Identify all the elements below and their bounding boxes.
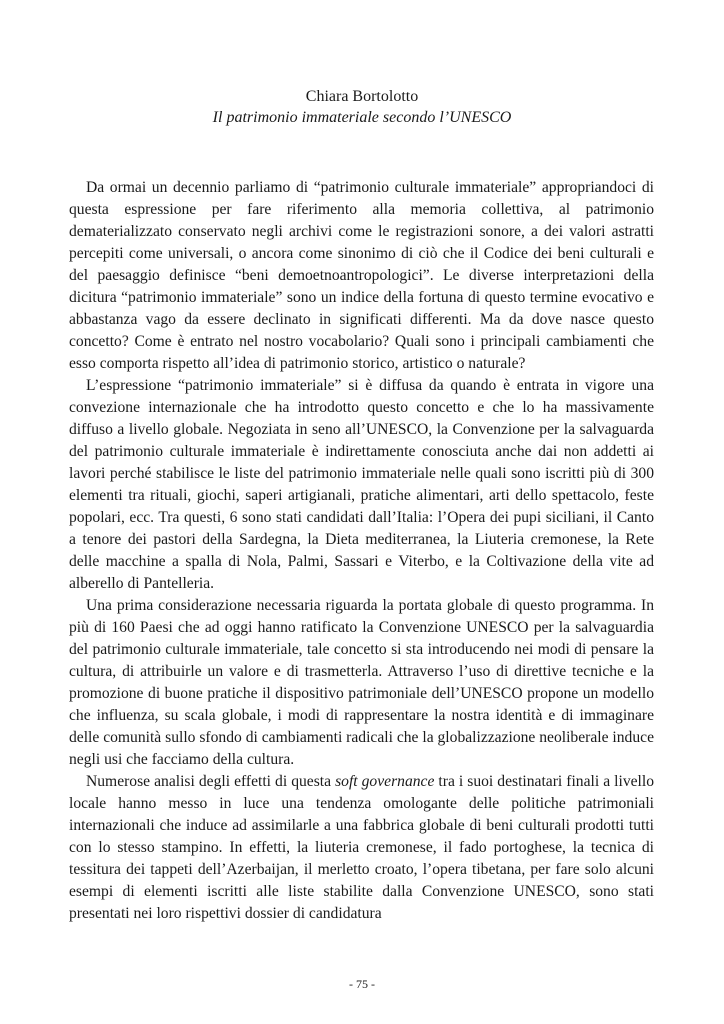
author-name: Chiara Bortolotto <box>305 88 419 105</box>
article-body <box>69 177 654 925</box>
paragraph <box>69 771 654 925</box>
paragraph-text: tra i suoi destinatari finali a livello locale hanno messo in luce una tendenza omologante delle politiche patrimoniali internazionali che induce ad assimilarle a una fabbrica globale di beni culturali prodotti tutti con lo stesso stampino. In effetti, la liuteria cremonese, il fado portoghese, la tecnica di tessitura dei tappeti dell’Azerbaijan, il merletto croato, l’opera tibetana, per fare solo alcuni esempi di elementi iscritti alle liste stabilite dalla Convenzione UNESCO, sono stati presentati nei loro rispettivi dossier di candidatura <box>69 773 655 922</box>
paragraph-text: Numerose analisi degli effetti di questa <box>86 773 336 790</box>
article-title: Il patrimonio immateriale secondo l’UNESCO <box>212 109 512 126</box>
paragraph: Da ormai un decennio parliamo di “patrimonio culturale immateriale” appropriandoci di questa espressione per fare riferimento alla memoria collettiva, al patrimonio dematerializzato conservato negli archivi come le registrazioni sonore, a dei valori astratti percepiti come universali, o ancora come sinonimo di ciò che il Codice dei beni culturali e del paesaggio definisce “beni demoetnoantropologici”. Le diverse interpretazioni della dicitura “patrimonio immateriale” sono un indice della fortuna di questo termine evocativo e abbastanza vago da essere declinato in significati differenti. Ma da dove nasce questo concetto? Come è entrato nel nostro vocabolario? Quali sono i principali cambiamenti che esso comporta rispetto all’idea di patrimonio storico, artistico o naturale? <box>69 179 654 372</box>
page-number: - 75 - <box>349 977 375 991</box>
paragraph: L’espressione “patrimonio immateriale” si è diffusa da quando è entrata in vigore una convezione internazionale che ha introdotto questo concetto e che lo ha massivamente diffuso a livello globale. Negoziata in seno all’UNESCO, la Convenzione per la salvaguarda del patrimonio culturale immateriale è indirettamente conosciuta anche dai non addetti ai lavori perché stabilisce le liste del patrimonio immateriale nelle quali sono iscritti più di 300 elementi tra rituali, giochi, saperi artigianali, pratiche alimentari, arti dello spettacolo, feste popolari, ecc. Tra questi, 6 sono stati candidati dall’Italia: l’Opera dei pupi siciliani, il Canto a tenore dei pastori della Sardegna, la Dieta mediterranea, la Liuteria cremonese, la Rete delle macchine a spalla di Nola, Palmi, Sassari e Viterbo, e la Coltivazione della vite ad alberello di Pantelleria. <box>69 377 654 592</box>
emphasis-term: soft governance <box>335 773 435 790</box>
paragraph: Una prima considerazione necessaria riguarda la portata globale di questo programma. In più di 160 Paesi che ad oggi hanno ratificato la Convenzione UNESCO per la salvaguardia del patrimonio culturale immateriale, tale concetto si sta introducendo nei modi di pensare la cultura, di attribuirle un valore e di trasmetterla. Attraverso l’uso di direttive tecniche e la promozione di buone pratiche il dispositivo patrimoniale dell’UNESCO propone un modello che influenza, su scala globale, i modi di rappresentare la nostra identità e di immaginare delle comunità sullo sfondo di cambiamenti radicali che la globalizzazione neoliberale induce negli usi che facciamo della cultura. <box>69 597 654 768</box>
article-header <box>0 86 724 128</box>
